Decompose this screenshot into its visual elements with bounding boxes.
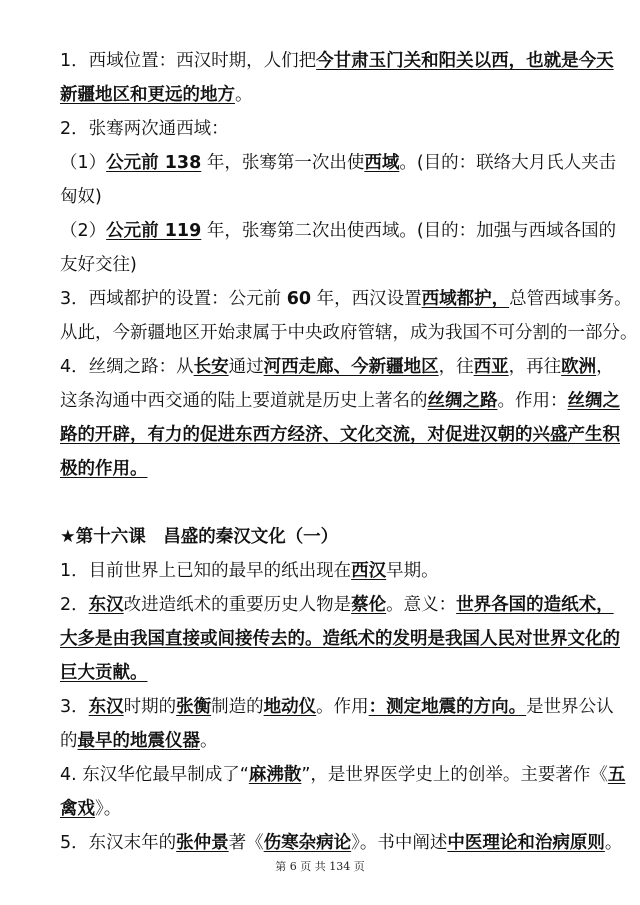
text-segment: ，往 bbox=[438, 357, 474, 377]
text-segment: 4. 东汉华佗最早制成了“ bbox=[60, 765, 249, 785]
text-segment: 年，张骞第一次出使 bbox=[201, 153, 365, 173]
key-term: 麻沸散 bbox=[248, 765, 302, 785]
text-segment: 时期的 bbox=[123, 697, 177, 717]
key-term: 最早的地震仪器 bbox=[77, 731, 200, 751]
key-term: 河西走廊、今新疆地区 bbox=[263, 357, 439, 377]
text-segment: 年，西汉设置 bbox=[311, 289, 422, 309]
text-segment: （1） bbox=[60, 153, 107, 173]
text-segment: 。(目的：联络大月氏人夹击 bbox=[399, 153, 617, 173]
text-segment: 是世界公认 bbox=[526, 697, 614, 717]
key-term: 公元前 138 bbox=[106, 153, 202, 173]
document-body bbox=[60, 44, 638, 860]
text-segment: 这条沟通中西交通的陆上要道就是历史上著名的 bbox=[60, 391, 428, 411]
text-segment: 总管西域事务。 bbox=[509, 289, 632, 309]
text-line bbox=[60, 554, 615, 588]
text-segment: 。 bbox=[604, 833, 623, 853]
text-line bbox=[60, 282, 632, 316]
text-segment: 年，张骞第二次出使西域。(目的：加强与西域各国的 bbox=[201, 221, 617, 241]
paragraph bbox=[60, 520, 615, 554]
text-segment: 2．张骞两次通西域： bbox=[60, 119, 229, 139]
text-line bbox=[60, 656, 615, 690]
text-segment: 改进造纸术的重要历史人物是 bbox=[123, 595, 352, 615]
text-line bbox=[60, 146, 615, 180]
key-term: 极的作用。 bbox=[60, 459, 148, 479]
text-line bbox=[60, 520, 615, 554]
text-line bbox=[60, 452, 615, 486]
bold-text: 60 bbox=[286, 289, 312, 309]
text-line bbox=[60, 112, 615, 146]
text-line bbox=[60, 792, 615, 826]
paragraph bbox=[60, 826, 623, 860]
text-segment: 。意义： bbox=[386, 595, 457, 615]
text-segment: 。作用： bbox=[497, 391, 568, 411]
paragraph bbox=[60, 554, 615, 588]
text-line bbox=[60, 248, 615, 282]
key-term: 今甘肃玉门关和阳关以西，也就是今天 bbox=[316, 51, 614, 71]
text-line bbox=[60, 350, 615, 384]
key-term: 蔡伦 bbox=[351, 595, 387, 615]
text-segment: （2） bbox=[60, 221, 107, 241]
text-line bbox=[60, 724, 615, 758]
key-term: 五 bbox=[607, 765, 626, 785]
text-segment: ”，是世界医学史上的创举。主要著作《 bbox=[301, 765, 608, 785]
key-term: ：测定地震的方向。 bbox=[368, 697, 527, 717]
text-line bbox=[60, 78, 615, 112]
key-term: 西域都护， bbox=[421, 289, 510, 309]
key-term: 张仲景 bbox=[176, 833, 229, 853]
text-segment: 制造的 bbox=[211, 697, 264, 717]
key-term: 东汉 bbox=[88, 595, 124, 615]
text-segment: 1．目前世界上已知的最早的纸出现在 bbox=[60, 561, 352, 581]
text-segment: ，再往 bbox=[508, 357, 562, 377]
key-term: 大多是由我国直接或间接传去的。造纸术的发明是我国人民对世界文化的 bbox=[60, 629, 620, 649]
paragraph bbox=[60, 588, 620, 690]
text-line bbox=[60, 214, 615, 248]
key-term: 长安 bbox=[193, 357, 229, 377]
key-term: 世界各国的造纸术， bbox=[456, 595, 614, 615]
text-line bbox=[60, 690, 615, 724]
paragraph bbox=[60, 758, 626, 826]
key-term: 中医理论和治病原则 bbox=[447, 833, 605, 853]
text-line bbox=[60, 758, 626, 792]
text-segment: 通过 bbox=[228, 357, 264, 377]
key-term: 伤寒杂病论 bbox=[263, 833, 352, 853]
key-term: 东汉 bbox=[88, 697, 124, 717]
text-segment: 从此，今新疆地区开始隶属于中央政府管辖，成为我国不可分割的一部分。 bbox=[60, 323, 638, 343]
text-line bbox=[60, 418, 620, 452]
key-term: 新疆地区和更远的地方 bbox=[60, 85, 235, 105]
text-segment: 4．丝绸之路：从 bbox=[60, 357, 194, 377]
text-segment: 3． bbox=[60, 697, 89, 717]
key-term: 巨大贡献。 bbox=[60, 663, 148, 683]
text-segment: 。作用 bbox=[316, 697, 369, 717]
text-segment: 。 bbox=[235, 85, 253, 105]
text-segment: 早期。 bbox=[386, 561, 439, 581]
paragraph bbox=[60, 350, 620, 486]
bold-text: ★第十六课 昌盛的秦汉文化（一） bbox=[60, 527, 339, 547]
text-segment: 》。 bbox=[95, 799, 122, 819]
paragraph bbox=[60, 214, 615, 282]
text-segment: 3．西域都护的设置：公元前 bbox=[60, 289, 287, 309]
paragraph bbox=[60, 690, 615, 758]
paragraph bbox=[60, 112, 615, 146]
text-segment: 匈奴) bbox=[60, 187, 102, 207]
paragraph bbox=[60, 146, 615, 214]
text-segment: 。 bbox=[200, 731, 218, 751]
text-segment: ， bbox=[596, 357, 614, 377]
key-term: 地动仪 bbox=[263, 697, 317, 717]
text-line bbox=[60, 622, 620, 656]
text-line bbox=[60, 384, 620, 418]
text-segment: 友好交往) bbox=[60, 255, 137, 275]
text-line bbox=[60, 826, 623, 860]
key-term: 路的开辟，有力的促进东西方经济、文化交流，对促进汉朝的兴盛产生积 bbox=[60, 425, 620, 445]
key-term: 公元前 119 bbox=[106, 221, 202, 241]
text-segment: 的 bbox=[60, 731, 78, 751]
key-term: 西汉 bbox=[351, 561, 387, 581]
paragraph bbox=[60, 282, 638, 350]
text-segment: 》。书中阐述 bbox=[351, 833, 448, 853]
text-segment: 2． bbox=[60, 595, 89, 615]
page-footer: 第 6 页 共 134 页 bbox=[275, 860, 365, 873]
text-line bbox=[60, 588, 615, 622]
text-line bbox=[60, 316, 638, 350]
key-term: 欧洲 bbox=[561, 357, 597, 377]
text-segment: 1．西域位置：西汉时期，人们把 bbox=[60, 51, 317, 71]
key-term: 丝绸之路 bbox=[427, 391, 498, 411]
paragraph-gap bbox=[60, 486, 615, 520]
key-term: 禽戏 bbox=[60, 799, 95, 819]
text-line bbox=[60, 44, 615, 78]
key-term: 张衡 bbox=[176, 697, 212, 717]
paragraph bbox=[60, 44, 615, 112]
text-segment: 著《 bbox=[228, 833, 264, 853]
key-term: 丝绸之 bbox=[567, 391, 620, 411]
text-line bbox=[60, 180, 615, 214]
text-segment: 5．东汉末年的 bbox=[60, 833, 177, 853]
key-term: 西域 bbox=[364, 153, 400, 173]
key-term: 西亚 bbox=[473, 357, 509, 377]
